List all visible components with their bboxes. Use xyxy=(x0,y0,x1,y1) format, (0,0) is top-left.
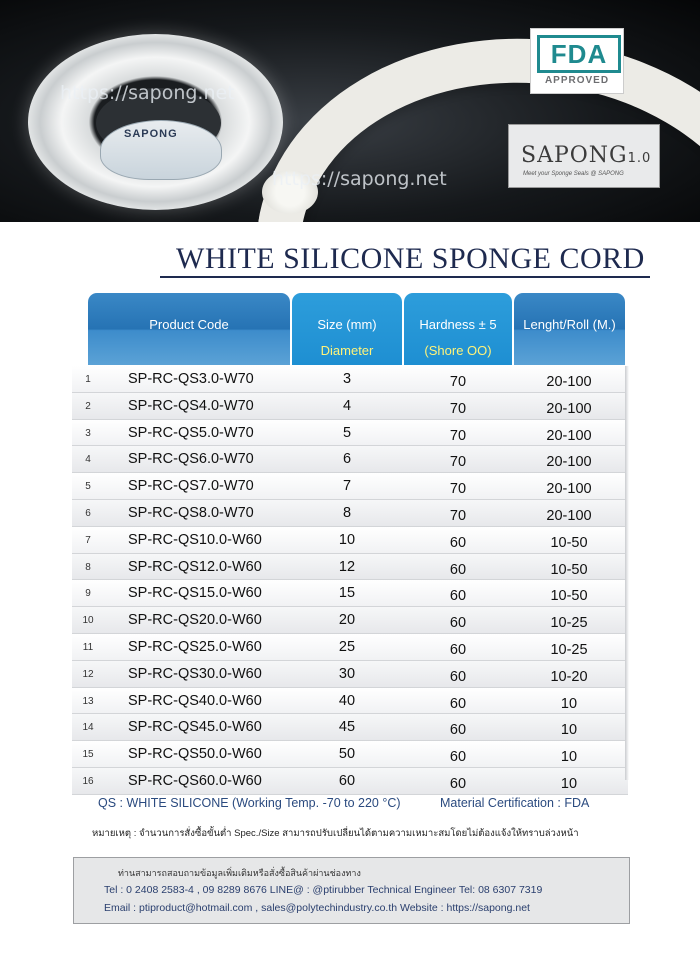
length-cell: 10-25 xyxy=(550,615,588,632)
header-size-sublabel: Diameter xyxy=(320,343,374,358)
row-number: 6 xyxy=(72,508,104,519)
size-cell: 45 xyxy=(338,719,356,736)
length-cell: 10-20 xyxy=(550,668,588,685)
fda-approved-label: APPROVED xyxy=(544,75,610,86)
length-cell: 20-100 xyxy=(546,481,592,498)
hardness-cell: 60 xyxy=(449,668,467,685)
header-hardness-sublabel: (Shore OO) xyxy=(424,343,492,358)
length-cell: 10-50 xyxy=(550,588,588,605)
table-row xyxy=(72,366,628,393)
product-code-cell: SP-RC-QS4.0-W70 xyxy=(128,397,254,414)
contact-intro: ท่านสามารถสอบถามข้อมูลเพิ่มเติมหรือสั่งซื้อสินค้าผ่านช่องทาง xyxy=(118,868,361,878)
length-cell: 20-100 xyxy=(546,400,592,417)
size-cell: 3 xyxy=(342,371,352,387)
table-row xyxy=(72,634,628,661)
product-code-cell: SP-RC-QS50.0-W60 xyxy=(128,746,262,763)
size-cell: 5 xyxy=(342,424,352,441)
row-number: 8 xyxy=(72,562,104,573)
product-code-cell: SP-RC-QS40.0-W60 xyxy=(128,692,262,709)
title-underline xyxy=(160,276,650,278)
hardness-cell: 70 xyxy=(449,374,467,390)
header-hardness-label: Hardness ± 5 xyxy=(419,317,497,332)
product-code-cell: SP-RC-QS45.0-W60 xyxy=(128,719,262,736)
product-table-body xyxy=(72,366,628,795)
hardness-cell: 60 xyxy=(449,775,467,792)
row-number: 15 xyxy=(72,749,104,760)
product-code-cell: SP-RC-QS30.0-W60 xyxy=(128,665,262,682)
product-code-cell: SP-RC-QS7.0-W70 xyxy=(128,478,254,495)
header-product-code xyxy=(88,293,290,365)
hardness-cell: 70 xyxy=(449,427,467,444)
brand-logo xyxy=(508,124,660,188)
row-number: 10 xyxy=(72,615,104,626)
watermark-text: https://sapong.net xyxy=(272,168,447,190)
length-cell: 10 xyxy=(560,775,578,792)
row-number: 16 xyxy=(72,776,104,787)
row-number: 13 xyxy=(72,696,104,707)
remark-note: หมายเหตุ : จำนวนการสั่งซื้อขั้นต่ำ Spec./Size สามารถปรับเปลี่ยนได้ตามความเหมาะสมโดยไม่ต้องแจ้งให้ทราบล่วงหน้า xyxy=(92,828,579,839)
row-number: 1 xyxy=(72,374,104,385)
size-cell: 7 xyxy=(342,478,352,495)
product-code-cell: SP-RC-QS5.0-W70 xyxy=(128,424,254,441)
fda-approved-badge xyxy=(530,28,624,94)
size-cell: 20 xyxy=(338,612,356,629)
hardness-cell: 60 xyxy=(449,561,467,578)
length-cell: 10-50 xyxy=(550,561,588,578)
header-product-code-label: Product Code xyxy=(149,317,229,332)
product-code-cell: SP-RC-QS15.0-W60 xyxy=(128,585,262,602)
row-number: 5 xyxy=(72,481,104,492)
product-code-cell: SP-RC-QS25.0-W60 xyxy=(128,638,262,655)
table-row xyxy=(72,714,628,741)
header-size xyxy=(292,293,402,365)
table-row xyxy=(72,473,628,500)
header-hardness xyxy=(404,293,512,365)
hardness-cell: 70 xyxy=(449,454,467,471)
header-length-label: Lenght/Roll (M.) xyxy=(523,317,616,332)
row-number: 12 xyxy=(72,669,104,680)
table-row xyxy=(72,607,628,634)
row-number: 4 xyxy=(72,454,104,465)
table-row xyxy=(72,420,628,447)
header-length xyxy=(514,293,625,365)
table-edge-shadow xyxy=(625,366,629,780)
brand-tagline: Meet your Sponge Seals @ SAPONG xyxy=(523,171,624,177)
table-row xyxy=(72,393,628,420)
row-number: 3 xyxy=(72,428,104,439)
size-cell: 4 xyxy=(342,397,352,414)
product-code-cell: SP-RC-QS8.0-W70 xyxy=(128,504,254,521)
brand-version: 1.0 xyxy=(627,151,652,166)
size-cell: 60 xyxy=(338,772,356,789)
row-number: 2 xyxy=(72,401,104,412)
table-row xyxy=(72,768,628,795)
hardness-cell: 60 xyxy=(449,695,467,712)
size-cell: 6 xyxy=(342,451,352,468)
table-row xyxy=(72,446,628,473)
fda-logo: FDA xyxy=(537,35,621,73)
table-row xyxy=(72,661,628,688)
coil-label-text: SAPONG xyxy=(124,128,178,140)
contact-box xyxy=(73,857,630,924)
hardness-cell: 60 xyxy=(449,534,467,551)
table-row xyxy=(72,688,628,715)
length-cell: 10-25 xyxy=(550,641,588,658)
contact-phones: Tel : 0 2408 2583-4 , 09 8289 8676 LINE@ : @ptirubber Technical Engineer Tel: 08 6307 7319 xyxy=(104,884,543,896)
table-row xyxy=(72,500,628,527)
contact-emails: Email : ptiproduct@hotmail.com , sales@polytechindustry.co.th Website : https://sapong.net xyxy=(104,902,530,914)
table-row xyxy=(72,554,628,581)
size-cell: 50 xyxy=(338,746,356,763)
length-cell: 10 xyxy=(560,695,578,712)
size-cell: 40 xyxy=(338,692,356,709)
hardness-cell: 60 xyxy=(449,588,467,605)
hardness-cell: 70 xyxy=(449,481,467,498)
row-number: 14 xyxy=(72,722,104,733)
product-code-cell: SP-RC-QS60.0-W60 xyxy=(128,772,262,789)
length-cell: 20-100 xyxy=(546,427,592,444)
size-cell: 10 xyxy=(338,531,356,548)
product-code-cell: SP-RC-QS12.0-W60 xyxy=(128,558,262,575)
hardness-cell: 60 xyxy=(449,615,467,632)
length-cell: 20-100 xyxy=(546,374,592,390)
row-number: 9 xyxy=(72,588,104,599)
hardness-cell: 60 xyxy=(449,641,467,658)
brand-name-text: SAPONG xyxy=(521,143,628,168)
table-row xyxy=(72,741,628,768)
table-row xyxy=(72,580,628,607)
length-cell: 10-50 xyxy=(550,534,588,551)
size-cell: 12 xyxy=(338,558,356,575)
product-code-cell: SP-RC-QS6.0-W70 xyxy=(128,451,254,468)
product-banner xyxy=(0,0,700,222)
length-cell: 20-100 xyxy=(546,454,592,471)
page-title: WHITE SILICONE SPONGE CORD xyxy=(176,242,645,275)
header-size-label: Size (mm) xyxy=(317,317,377,332)
product-code-cell: SP-RC-QS20.0-W60 xyxy=(128,612,262,629)
length-cell: 10 xyxy=(560,749,578,766)
product-code-cell: SP-RC-QS10.0-W60 xyxy=(128,531,262,548)
row-number: 7 xyxy=(72,535,104,546)
size-cell: 25 xyxy=(338,638,356,655)
size-cell: 8 xyxy=(342,504,352,521)
hardness-cell: 60 xyxy=(449,749,467,766)
size-cell: 30 xyxy=(338,665,356,682)
size-cell: 15 xyxy=(338,585,356,602)
hardness-cell: 60 xyxy=(449,722,467,739)
table-row xyxy=(72,527,628,554)
certification-note: Material Certification : FDA xyxy=(440,796,590,810)
watermark-text: https://sapong.net xyxy=(60,82,235,104)
length-cell: 10 xyxy=(560,722,578,739)
hardness-cell: 70 xyxy=(449,400,467,417)
product-code-cell: SP-RC-QS3.0-W70 xyxy=(128,371,254,387)
length-cell: 20-100 xyxy=(546,507,592,524)
row-number: 11 xyxy=(72,642,104,653)
material-note: QS : WHITE SILICONE (Working Temp. -70 to 220 °C) xyxy=(98,796,401,810)
brand-name xyxy=(521,143,651,168)
hardness-cell: 70 xyxy=(449,507,467,524)
